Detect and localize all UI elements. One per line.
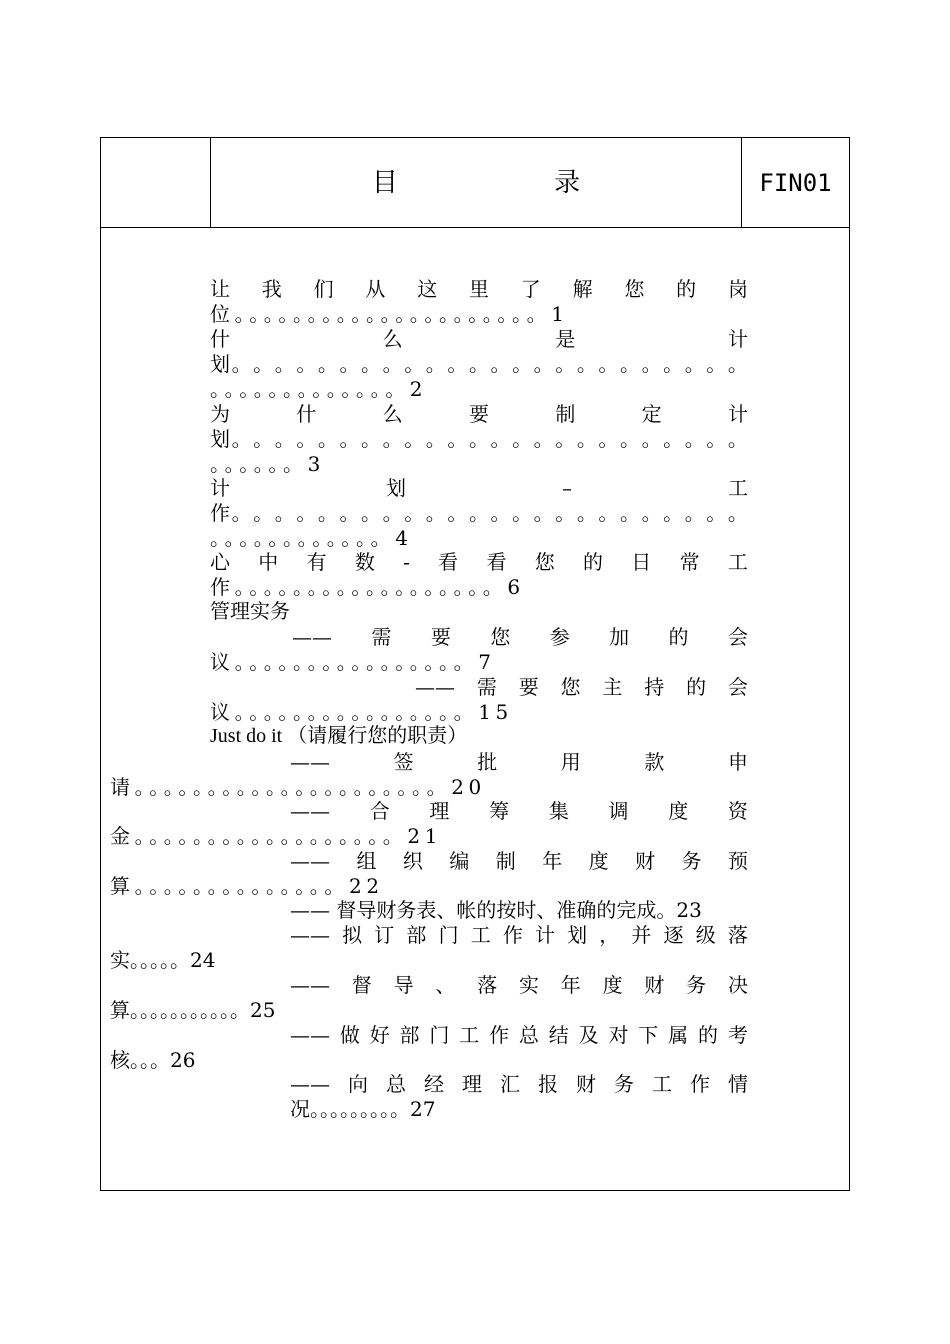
toc-line: —— 向 总 经 理 汇 报 财 务 工 作 情	[290, 1072, 748, 1096]
toc-line: —— 签 批 用 款 申	[290, 750, 748, 774]
toc-line: 计 划 – 工	[210, 476, 748, 500]
toc-line: 位。。。。。。。。。。。。。。。。。。。。。1	[210, 302, 569, 326]
toc-line: 金。。。。。。。。。。。。。。。。。。21	[110, 824, 443, 848]
toc-line: 作 。 。 。 。 。 。 。 。 。 。 。 。 。 。 。 。 。 。 。 。 。 。 。 。	[210, 501, 748, 525]
toc-line: —— 拟 订 部 门 工 作 计 划 ， 并 逐 级 落	[290, 923, 748, 947]
page-title: 目 录	[371, 168, 655, 198]
toc-line: —— 需 要 您 主 持 的 会	[415, 675, 748, 699]
toc-line: —— 做 好 部 门 工 作 总 结 及 对 下 属 的 考	[290, 1023, 748, 1047]
toc-line: 。。。。。。。。。。。。4	[210, 526, 413, 550]
toc-line: 心 中 有 数 - 看 看 您 的 日 常 工	[210, 550, 748, 574]
toc-line: Just do it （请履行您的职责）	[210, 725, 468, 747]
toc-line: 划 。 。 。 。 。 。 。 。 。 。 。 。 。 。 。 。 。 。 。 。 。 。 。 。	[210, 352, 748, 376]
toc-line: —— 督 导 、 落 实 年 度 财 务 决	[290, 973, 748, 997]
toc-line: 况。。。。。。。。。27	[290, 1097, 436, 1121]
toc-line: 请。。。。。。。。。。。。。。。。。。。。。20	[110, 775, 486, 799]
toc-line: 作。。。。。。。。。。。。。。。。。。6	[210, 575, 525, 599]
toc-line: 。。。。。。。。。。。。。2	[210, 377, 428, 401]
toc-line: 核。。。26	[110, 1048, 196, 1072]
toc-line: 议。。。。。。。。。。。。。。。。15	[210, 700, 513, 724]
toc-line: 划 。 。 。 。 。 。 。 。 。 。 。 。 。 。 。 。 。 。 。 。 。 。 。 。	[210, 427, 748, 451]
toc-line: —— 督导财务表、帐的按时、准确的完成。23	[290, 898, 702, 922]
toc-line: —— 需 要 您 参 加 的 会	[292, 625, 748, 649]
toc-line: —— 合 理 筹 集 调 度 资	[290, 799, 748, 823]
toc-line: —— 组 织 编 制 年 度 财 务 预	[290, 849, 748, 873]
toc-line: 议。。。。。。。。。。。。。。。。7	[210, 650, 496, 674]
document-code: FIN01	[759, 169, 832, 197]
toc-line: 。。。。。。3	[210, 452, 325, 476]
toc-line: 什 么 是 计	[210, 327, 748, 351]
toc-line: 管理实务	[210, 599, 290, 623]
toc-line: 实。。。。。24	[110, 948, 216, 972]
toc-line: 为 什 么 要 制 定 计	[210, 402, 748, 426]
toc-line: 算。。。。。。。。。。。25	[110, 998, 276, 1022]
toc-line: 让 我 们 从 这 里 了 解 您 的 岗	[210, 277, 748, 301]
toc-line: 算。。。。。。。。。。。。。。22	[110, 874, 384, 898]
